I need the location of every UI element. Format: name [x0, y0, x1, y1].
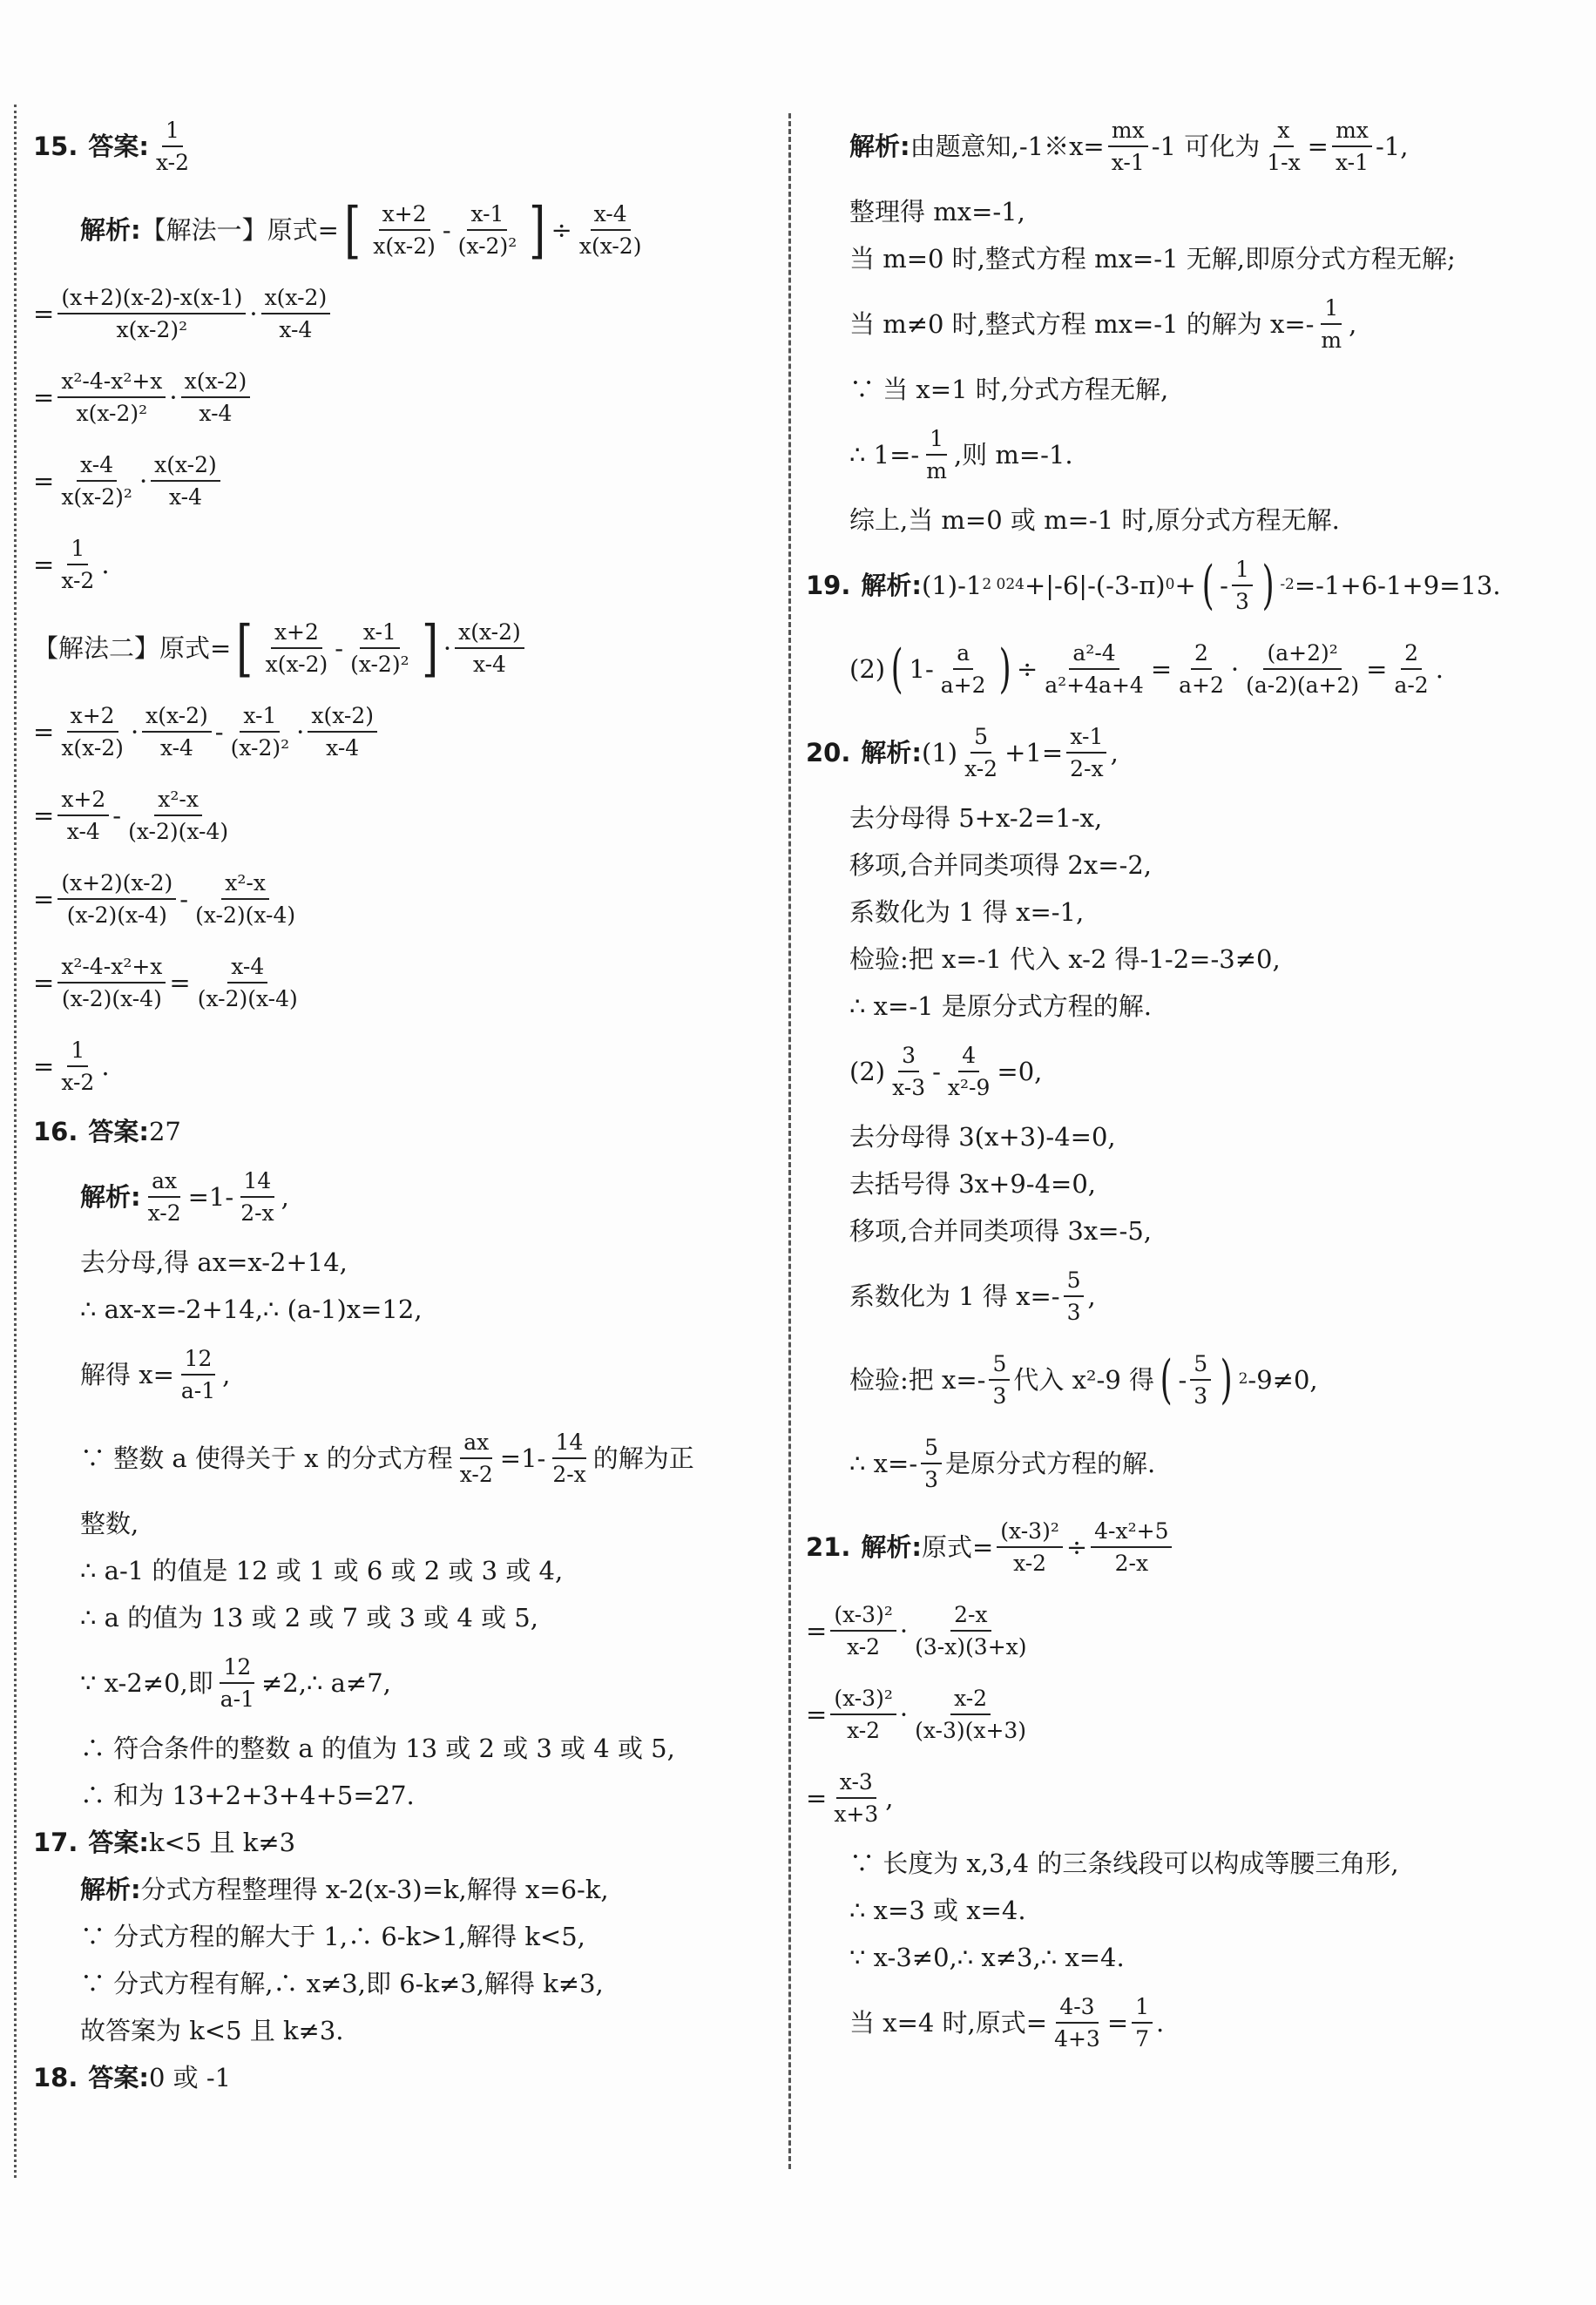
- q15-step: = $\frac{\text{x²-4-x²+x}}{\text{x(x-2)²}}$ · $\frac{x(x-2)}{x-4}$: [33, 355, 774, 439]
- fraction: $\frac{(x+2)(x-2)}{(x-2)(x-4)}$: [57, 869, 176, 929]
- left-bracket: [: [236, 612, 254, 684]
- fraction: $\frac{2-x}{(3-x)(3+x)}$: [915, 1601, 1027, 1659]
- q15-step: = $\frac{1}{x-2}$ .: [33, 1037, 110, 1095]
- q20-line: 去分母得 5+x-2=1-x,: [849, 802, 1103, 833]
- fraction: $\frac{x(x-2)}{x-4}$: [308, 702, 377, 762]
- q16-number: 16.: [33, 1116, 78, 1146]
- q15-answer-label: 答案:: [88, 131, 149, 161]
- fraction: $\frac{3}{x-3}$: [892, 1042, 926, 1100]
- fraction: $\frac{1}{7}$: [1132, 1993, 1153, 2053]
- q21-line: 当 x=4 时,原式= $\frac{4-3}{4+3}$ = $\frac{1}{7}$ .: [849, 1993, 1165, 2052]
- fraction: $\frac{x(x-2)}{x-4}$: [142, 702, 212, 762]
- q17-answer-line: 17. 答案: k<5 且 k≠3: [33, 1827, 296, 1857]
- q16-line: 解得 x= $\frac{12}{a-1}$ ,: [80, 1345, 231, 1403]
- fraction: $\frac{1}{x-2}$: [61, 535, 95, 593]
- binding-margin-line: [14, 105, 17, 2178]
- fraction: $\frac{x+2}{x-4}$: [57, 786, 109, 846]
- q18-number: 18.: [33, 2062, 78, 2092]
- q21-step: = $\frac{\text{(x-3)²}}{x-2}$ · $\frac{x-2}{(x-3)(x+3)}$: [806, 1673, 1572, 1756]
- q18-line: 解析: 由题意知,-1※x= $\frac{mx}{x-1}$ -1 可化为 $\frac{x}{1-x}$ = $\frac{mx}{x-1}$ -1,: [849, 117, 1409, 175]
- fraction: $\frac{\text{x²-4-x²+x}}{(x-2)(x-4)}$: [57, 953, 166, 1013]
- q21-step: = $\frac{\text{(x-3)²}}{x-2}$ · $\frac{2-x}{(3-x)(3+x)}$: [806, 1589, 1572, 1673]
- fraction: $\frac{x-1}{\text{(x-2)²}}$: [230, 702, 290, 760]
- q21-step: = $\frac{x-3}{x+3}$ ,: [806, 1768, 894, 1827]
- q16-line: ∵ x-2≠0,即 $\frac{12}{a-1}$ ≠2,∴ a≠7,: [80, 1653, 391, 1712]
- q20-line: 系数化为 1 得 x=-1,: [849, 896, 1085, 927]
- q15-answer-line: [33, 105, 774, 188]
- q16-line: ∵ 整数 a 使得关于 x 的分式方程 $\frac{ax}{x-2}$ =1- $\frac{14}{2-x}$ 的解为正: [80, 1429, 694, 1487]
- q21-line: 21. 解析: 原式= $\frac{\text{(x-3)²}}{x-2}$ ÷ $\frac{\text{4-x²+5}}{2-x}$: [806, 1505, 1572, 1589]
- q19-number: 19.: [806, 570, 851, 600]
- q16-equation: 解析: $\frac{ax}{x-2}$ =1- $\frac{14}{2-x}$ ,: [80, 1167, 289, 1226]
- fraction: $\frac{14}{2-x}$: [552, 1429, 586, 1487]
- fraction: $\frac{4}{\text{x²-9}}$: [947, 1042, 991, 1100]
- q20-line: 检验:把 x=- $\frac{5}{3}$ 代入 x²-9 得 ( - $\frac{5}{3}$ ) 2 -9≠0,: [849, 1349, 1318, 1410]
- q18-line: ∴ 1=- $\frac{1}{m}$ ,则 m=-1.: [849, 425, 1073, 483]
- q19-part2: (2) ( 1- $\frac{a}{a+2}$ ) ÷ $\frac{\text{a²-4}}{\text{a²+4a+4}}$ = $\frac{2}{a+2}$ · $\frac{\text{(a+2)²}}{(a-2)(a+2)}$ = $\frac{2}{a-2}$ .: [849, 639, 1444, 700]
- q15-step: = $\frac{\text{x²-4-x²+x}}{(x-2)(x-4)}$ = $\frac{x-4}{(x-2)(x-4)}$: [33, 941, 774, 1024]
- right-paren: ): [1261, 555, 1275, 616]
- q21-line: ∴ x=3 或 x=4.: [849, 1895, 1026, 1925]
- fraction: $\frac{x-4}{x(x-2)}$: [578, 200, 642, 259]
- right-bracket: ]: [421, 612, 438, 684]
- q16-line: 去分母,得 ax=x-2+14,: [80, 1247, 348, 1277]
- fraction: $\frac{x+2}{x(x-2)}$: [265, 618, 328, 677]
- q18-line: 当 m≠0 时,整式方程 mx=-1 的解为 x=- $\frac{1}{m}$ ,: [849, 294, 1357, 353]
- fraction: $\frac{5}{3}$: [989, 1350, 1010, 1410]
- q15-step: = $\frac{1}{x-2}$ .: [33, 535, 110, 593]
- q16-line: ∴ a 的值为 13 或 2 或 7 或 3 或 4 或 5,: [80, 1602, 538, 1632]
- fraction: $\frac{5}{3}$: [1190, 1350, 1211, 1410]
- fraction: $\frac{2}{a-2}$: [1394, 639, 1429, 698]
- q15-analysis-label: 解析:: [80, 214, 141, 245]
- fraction: $\frac{x(x-2)}{x-4}$: [151, 451, 220, 511]
- fraction: $\frac{1}{m}$: [1321, 294, 1342, 353]
- q17-line: ∵ 分式方程的解大于 1,∴ 6-k>1,解得 k<5,: [80, 1921, 585, 1951]
- right-paren: ): [1220, 1349, 1233, 1410]
- q18-line: 综上,当 m=0 或 m=-1 时,原分式方程无解.: [849, 504, 1340, 535]
- q20-line: ∴ x=- $\frac{5}{3}$ 是原分式方程的解.: [849, 1434, 1156, 1492]
- fraction: $\frac{x(x-2)}{x-4}$: [181, 368, 251, 428]
- left-paren: (: [1201, 555, 1214, 616]
- q17-number: 17.: [33, 1827, 78, 1857]
- q18-answer: 0 或 -1: [148, 2062, 232, 2092]
- fraction: $\frac{x-1}{\text{(x-2)²}}$: [457, 200, 517, 259]
- left-paren: (: [890, 639, 903, 700]
- q16-answer-line: 16. 答案: 27: [33, 1116, 181, 1146]
- fraction: $\frac{mx}{x-1}$: [1108, 117, 1148, 177]
- q16-line: ∴ 和为 13+2+3+4+5=27.: [80, 1780, 415, 1810]
- fraction: $\frac{1}{3}$: [1232, 556, 1253, 616]
- left-paren: (: [1160, 1349, 1173, 1410]
- fraction: $\frac{(x+2)(x-2)-x(x-1)}{\text{x(x-2)²}}$: [57, 284, 246, 344]
- q16-line: ∴ a-1 的值是 12 或 1 或 6 或 2 或 3 或 4,: [80, 1555, 564, 1585]
- q19-part1: 19. 解析: (1)-1 2 024 +|-6|-(-3-π) 0 + ( - $\frac{1}{3}$ ) -2 =-1+6-1+9=13.: [806, 555, 1501, 616]
- fraction: $\frac{x-1}{2-x}$: [1066, 723, 1106, 783]
- fraction: $\frac{x-1}{\text{(x-2)²}}$: [350, 618, 409, 677]
- q21-number: 21.: [806, 1531, 851, 1562]
- right-column: [806, 105, 1572, 2065]
- q15-answer-fraction: $\frac{1}{x-2}$: [155, 117, 189, 175]
- q20-line: ∴ x=-1 是原分式方程的解.: [849, 990, 1153, 1021]
- fraction: $\frac{x(x-2)}{x-4}$: [455, 618, 524, 679]
- q18-line: 整理得 mx=-1,: [849, 196, 1025, 226]
- q17-line: 解析: 分式方程整理得 x-2(x-3)=k,解得 x=6-k,: [80, 1874, 609, 1904]
- q17-line: ∵ 分式方程有解,∴ x≠3,即 6-k≠3,解得 k≠3,: [80, 1968, 604, 1998]
- q20-line: 移项,合并同类项得 3x=-5,: [849, 1215, 1153, 1246]
- fraction: $\frac{\text{(x-3)²}}{x-2}$: [997, 1518, 1063, 1578]
- fraction: $\frac{x-4}{(x-2)(x-4)}$: [197, 953, 298, 1011]
- fraction: $\frac{\text{(x-3)²}}{x-2}$: [830, 1685, 896, 1745]
- fraction: $\frac{x}{1-x}$: [1267, 117, 1301, 175]
- fraction: $\frac{\text{(x-3)²}}{x-2}$: [830, 1601, 896, 1661]
- fraction: $\frac{12}{a-1}$: [220, 1653, 254, 1712]
- q15-step: = $\frac{x-4}{\text{x(x-2)²}}$ · $\frac{x(x-2)}{x-4}$: [33, 439, 774, 523]
- q15-step: = $\frac{(x+2)(x-2)-x(x-1)}{\text{x(x-2)²}}$ · $\frac{x(x-2)}{x-4}$: [33, 272, 774, 355]
- right-bracket: ]: [529, 194, 546, 266]
- q21-line: ∵ 长度为 x,3,4 的三条线段可以构成等腰三角形,: [849, 1848, 1399, 1878]
- fraction: $\frac{\text{x²-x}}{(x-2)(x-4)}$: [195, 869, 296, 928]
- q15-step: = $\frac{x+2}{x(x-2)}$ · $\frac{x(x-2)}{x-4}$ - $\frac{x-1}{\text{(x-2)²}}$ · $\frac{x(x-2)}{x-4}$: [33, 690, 774, 774]
- q20-part1: 20. 解析: (1) $\frac{5}{x-2}$ +1= $\frac{x-1}{2-x}$ ,: [806, 723, 1119, 781]
- q21-line: ∵ x-3≠0,∴ x≠3,∴ x=4.: [849, 1942, 1125, 1972]
- left-bracket: [: [344, 194, 362, 266]
- fraction: $\frac{x-2}{(x-3)(x+3)}$: [915, 1685, 1027, 1743]
- fraction: $\frac{ax}{x-2}$: [459, 1429, 493, 1487]
- fraction: $\frac{1}{x-2}$: [61, 1037, 95, 1095]
- fraction: $\frac{14}{2-x}$: [240, 1167, 274, 1226]
- q20-line: 去分母得 3(x+3)-4=0,: [849, 1121, 1116, 1152]
- q18-answer-line: 18. 答案: 0 或 -1: [33, 2062, 232, 2092]
- fraction: $\frac{\text{a²-4}}{\text{a²+4a+4}}$: [1045, 639, 1144, 698]
- right-paren: ): [998, 639, 1011, 700]
- fraction: $\frac{x-3}{x+3}$: [834, 1768, 879, 1827]
- fraction: $\frac{4-3}{4+3}$: [1054, 1993, 1100, 2052]
- q15-step: = $\frac{(x+2)(x-2)}{(x-2)(x-4)}$ - $\frac{\text{x²-x}}{(x-2)(x-4)}$: [33, 857, 774, 941]
- fraction: $\frac{x+2}{x(x-2)}$: [61, 702, 124, 760]
- fraction: $\frac{5}{3}$: [921, 1434, 942, 1494]
- q20-number: 20.: [806, 737, 851, 767]
- q16-answer: 27: [148, 1116, 181, 1146]
- q16-line: ∴ ax-x=-2+14,∴ (a-1)x=12,: [80, 1294, 423, 1324]
- fraction: $\frac{x+2}{x(x-2)}$: [373, 200, 436, 259]
- q20-part2: (2) $\frac{3}{x-3}$ - $\frac{4}{\text{x²-9}}$ =0,: [849, 1042, 1043, 1100]
- fraction: $\frac{x-4}{\text{x(x-2)²}}$: [61, 451, 132, 510]
- q15-method1-line: 解析: 【解法一】原式= [ $\frac{x+2}{x(x-2)}$ - $\frac{x-1}{\text{(x-2)²}}$ ] ÷ $\frac{x-4}{x(x-2)}$: [33, 188, 774, 272]
- fraction: $\frac{mx}{x-1}$: [1332, 117, 1372, 177]
- q15-number: 15.: [33, 131, 78, 161]
- fraction: $\frac{5}{x-2}$: [964, 723, 998, 781]
- q17-answer: k<5 且 k≠3: [148, 1827, 296, 1857]
- q20-line: 去括号得 3x+9-4=0,: [849, 1168, 1096, 1199]
- q20-line: 系数化为 1 得 x=- $\frac{5}{3}$ ,: [849, 1267, 1096, 1325]
- fraction: $\frac{ax}{x-2}$: [147, 1167, 181, 1226]
- q16-line: 整数,: [80, 1508, 139, 1538]
- fraction: $\frac{2}{a+2}$: [1179, 639, 1224, 698]
- column-divider: [788, 113, 791, 2169]
- fraction: $\frac{\text{4-x²+5}}{2-x}$: [1091, 1518, 1172, 1578]
- fraction: $\frac{x(x-2)}{x-4}$: [261, 284, 331, 344]
- q20-line: 移项,合并同类项得 2x=-2,: [849, 849, 1153, 880]
- q16-line: ∴ 符合条件的整数 a 的值为 13 或 2 或 3 或 4 或 5,: [80, 1733, 675, 1763]
- q18-line: ∵ 当 x=1 时,分式方程无解,: [849, 374, 1169, 404]
- q18-line: 当 m=0 时,整式方程 mx=-1 无解,即原分式方程无解;: [849, 243, 1456, 274]
- fraction: $\frac{5}{3}$: [1064, 1267, 1085, 1327]
- fraction: $\frac{a}{a+2}$: [940, 639, 986, 698]
- fraction: $\frac{\text{x²-4-x²+x}}{\text{x(x-2)²}}$: [57, 368, 166, 428]
- q20-line: 检验:把 x=-1 代入 x-2 得-1-2=-3≠0,: [849, 943, 1281, 974]
- q15-step: = $\frac{x+2}{x-4}$ - $\frac{\text{x²-x}}{(x-2)(x-4)}$: [33, 774, 774, 857]
- left-column: [33, 105, 774, 2101]
- fraction: $\frac{12}{a-1}$: [180, 1345, 216, 1403]
- fraction: $\frac{\text{x²-x}}{(x-2)(x-4)}$: [128, 786, 229, 844]
- fraction: $\frac{\text{(a+2)²}}{(a-2)(a+2)}$: [1246, 639, 1360, 698]
- fraction: $\frac{1}{m}$: [926, 425, 947, 483]
- q15-method2-line: 【解法二】原式= [ $\frac{x+2}{x(x-2)}$ - $\frac{x-1}{\text{(x-2)²}}$ ] · $\frac{x(x-2)}{x-4}$: [33, 606, 774, 690]
- q17-line: 故答案为 k<5 且 k≠3.: [80, 2015, 344, 2045]
